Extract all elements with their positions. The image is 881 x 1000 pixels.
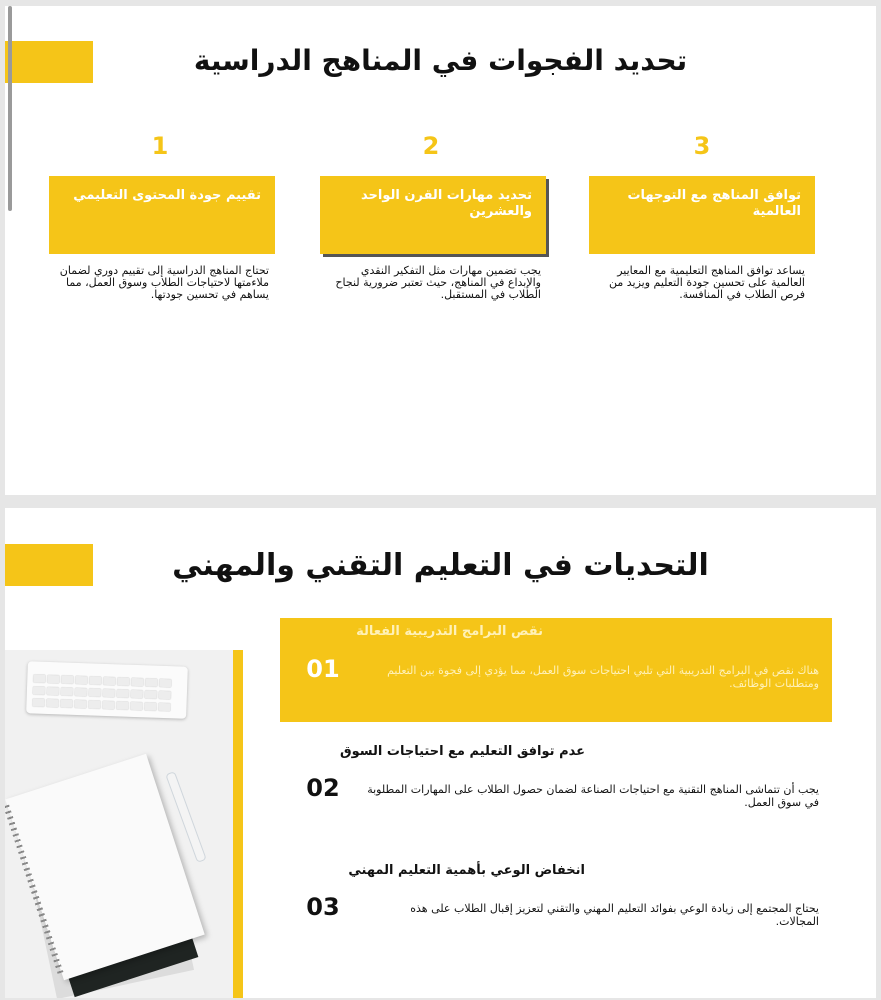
challenge-description: يجب أن تتماشى المناهج التقنية مع احتياجات الصناعة لضمان حصول الطلاب على المهارات المطلوبة في سوق العمل. bbox=[367, 783, 819, 809]
slide-title: التحديات في التعليم التقني والمهني bbox=[172, 548, 709, 583]
keyboard-image bbox=[26, 661, 188, 719]
challenge-heading: انخفاض الوعي بأهمية التعليم المهني bbox=[348, 863, 585, 878]
desk-notebook-photo bbox=[5, 650, 243, 998]
column-number: 2 bbox=[422, 132, 440, 160]
challenge-number: 01 bbox=[306, 655, 340, 683]
slide-curriculum-gaps bbox=[5, 6, 876, 495]
challenge-description: يحتاج المجتمع إلى زيادة الوعي بفوائد التعليم المهني والتقني لتعزيز إقبال الطلاب على هذه المجالات. bbox=[410, 902, 819, 928]
column-heading-box bbox=[49, 176, 275, 254]
column-description: تحتاج المناهج الدراسية إلى تقييم دوري لضمان ملاءمتها لاحتياجات الطلاب وسوق العمل، مما يساهم في تحسين جودتها. bbox=[59, 264, 269, 301]
challenge-description: هناك نقص في البرامج التدريبية التي تلبي احتياجات سوق العمل، مما يؤدي إلى فجوة بين التعليم ومتطلبات الوظائف. bbox=[387, 664, 819, 690]
slide-title: تحديد الفجوات في المناهج الدراسية bbox=[193, 44, 688, 77]
column-description: يساعد توافق المناهج التعليمية مع المعايير العالمية على تحسين جودة التعليم ويزيد من فرص الطلاب في المنافسة. bbox=[608, 264, 805, 301]
challenge-number: 02 bbox=[306, 774, 340, 802]
challenge-heading: نقص البرامج التدريبية الفعالة bbox=[356, 624, 543, 639]
slide-technical-education-challenges bbox=[5, 508, 876, 998]
spiral-binding bbox=[5, 805, 64, 976]
challenge-heading: عدم توافق التعليم مع احتياجات السوق bbox=[340, 744, 585, 759]
column-number: 3 bbox=[693, 132, 711, 160]
column-heading-box bbox=[589, 176, 815, 254]
column-heading: توافق المناهج مع التوجهات العالمية bbox=[627, 188, 801, 219]
column-heading: تقييم جودة المحتوى التعليمي bbox=[73, 188, 261, 203]
challenge-number: 03 bbox=[306, 893, 340, 921]
scrollbar-thumb[interactable] bbox=[8, 6, 12, 211]
column-number: 1 bbox=[151, 132, 169, 160]
column-description: يجب تضمين مهارات مثل التفكير النقدي والإبداع في المناهج، حيث تعتبر ضرورية لنجاح الطلاب في المستقبل. bbox=[335, 264, 541, 301]
column-heading: تحديد مهارات القرن الواحد والعشرين bbox=[361, 188, 532, 219]
column-heading-box bbox=[320, 176, 546, 254]
